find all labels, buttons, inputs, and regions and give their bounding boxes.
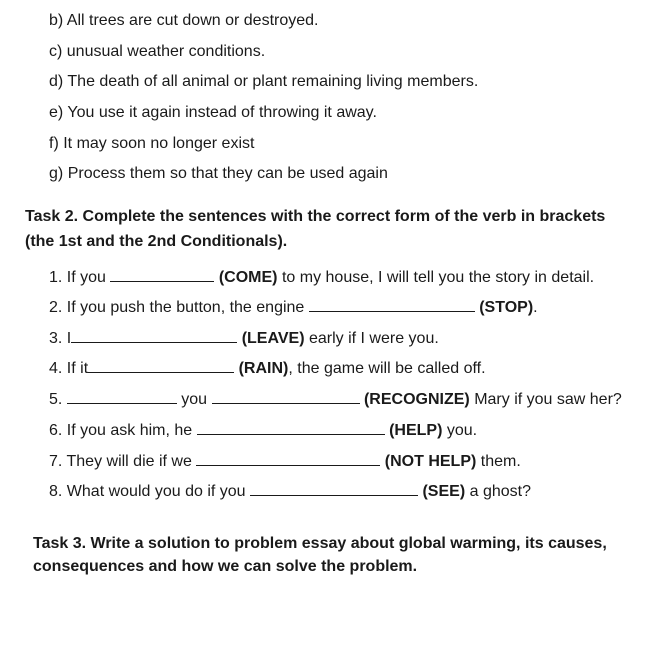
- task1-item-c: c) unusual weather conditions.: [49, 43, 266, 60]
- answer-blank[interactable]: [309, 296, 475, 312]
- task1-item-g: g) Process them so that they can be used again: [49, 165, 388, 182]
- answer-blank[interactable]: [250, 480, 418, 496]
- answer-blank[interactable]: [197, 419, 385, 435]
- sentence-8: 8. What would you do if you (SEE) a ghost?: [49, 480, 531, 502]
- answer-blank[interactable]: [88, 357, 234, 373]
- answer-blank[interactable]: [212, 388, 360, 404]
- answer-blank[interactable]: [110, 266, 214, 282]
- sentence-1: 1. If you (COME) to my house, I will tell you the story in detail.: [49, 266, 594, 288]
- task3-heading: Task 3. Write a solution to problem essay about global warming, its causes,: [33, 535, 607, 552]
- sentence-7: 7. They will die if we (NOT HELP) them.: [49, 450, 521, 472]
- answer-blank[interactable]: [196, 450, 380, 466]
- task2-heading: Task 2. Complete the sentences with the correct form of the verb in brackets: [25, 208, 606, 225]
- task3-heading-line2: consequences and how we can solve the problem.: [33, 558, 418, 575]
- task1-item-d: d) The death of all animal or plant remaining living members.: [49, 73, 479, 90]
- answer-blank[interactable]: [67, 388, 177, 404]
- sentence-3: 3. I (LEAVE) early if I were you.: [49, 327, 439, 349]
- task1-item-b: b) All trees are cut down or destroyed.: [49, 12, 319, 29]
- task1-item-f: f) It may soon no longer exist: [49, 135, 255, 152]
- sentence-4: 4. If it (RAIN), the game will be called off.: [49, 357, 486, 379]
- task1-item-e: e) You use it again instead of throwing it away.: [49, 104, 377, 121]
- sentence-5: 5. you (RECOGNIZE) Mary if you saw her?: [49, 388, 622, 410]
- sentence-2: 2. If you push the button, the engine (STOP).: [49, 296, 538, 318]
- sentence-6: 6. If you ask him, he (HELP) you.: [49, 419, 477, 441]
- answer-blank[interactable]: [71, 327, 237, 343]
- task2-heading-line2: (the 1st and the 2nd Conditionals).: [25, 233, 288, 250]
